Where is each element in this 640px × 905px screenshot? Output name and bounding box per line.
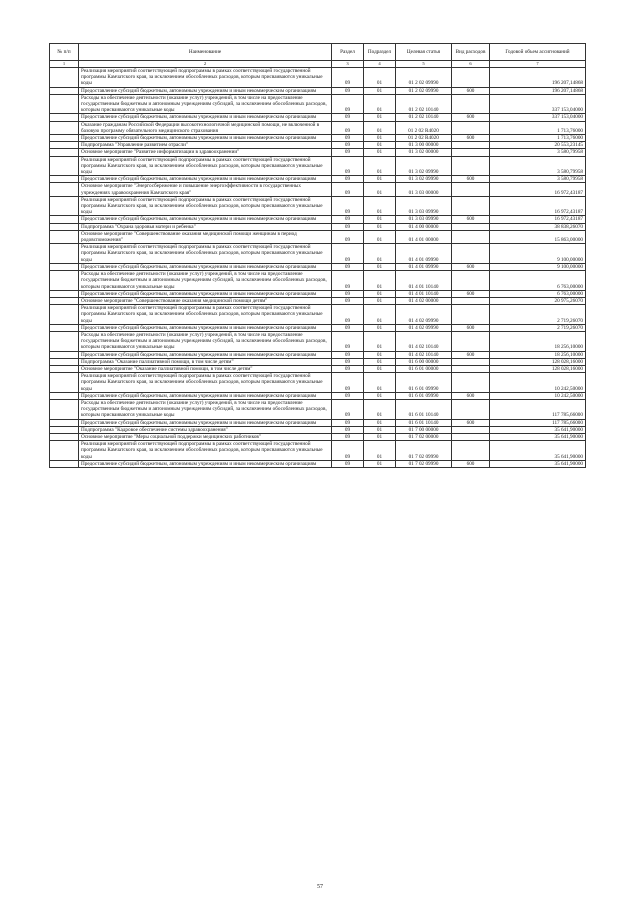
expense-type-cell bbox=[452, 271, 490, 291]
row-name-cell: Подпрограмма "Управление развитием отрасли" bbox=[79, 142, 332, 149]
row-number-cell bbox=[50, 399, 79, 419]
table-row bbox=[50, 230, 586, 243]
budget-table-sheet bbox=[49, 43, 585, 468]
row-name-cell: Реализация мероприятий соответствующей подпрограммы в рамках соответствующей государственной программы Камчатского края, за исключением обособленных расходов, которым присваиваются уникальные коды bbox=[79, 441, 332, 461]
column-number: 1 bbox=[50, 61, 79, 68]
section-cell: 09 bbox=[332, 271, 364, 291]
section-cell: 09 bbox=[332, 87, 364, 94]
section-cell: 09 bbox=[332, 263, 364, 270]
subsection-cell: 01 bbox=[364, 114, 396, 121]
amount-cell: 196 207,14868 bbox=[490, 87, 586, 94]
section-cell: 09 bbox=[332, 433, 364, 440]
expense-type-cell bbox=[452, 230, 490, 243]
expense-type-cell: 600 bbox=[452, 135, 490, 142]
subsection-cell: 01 bbox=[364, 399, 396, 419]
expense-type-cell bbox=[452, 196, 490, 216]
row-name-cell: Реализация мероприятий соответствующей подпрограммы в рамках соответствующей государственной программы Камчатского края, за исключением обособленных расходов, которым присваиваются уникальные коды bbox=[79, 68, 332, 88]
section-cell: 09 bbox=[332, 297, 364, 304]
section-cell: 09 bbox=[332, 196, 364, 216]
header-cell: Годовой объем ассигнований bbox=[490, 44, 586, 61]
section-cell: 09 bbox=[332, 419, 364, 426]
subsection-cell: 01 bbox=[364, 68, 396, 88]
section-cell: 09 bbox=[332, 373, 364, 393]
header-cell: Раздел bbox=[332, 44, 364, 61]
column-number: 6 bbox=[452, 61, 490, 68]
table-row bbox=[50, 365, 586, 372]
table-row bbox=[50, 433, 586, 440]
row-number-cell bbox=[50, 460, 79, 467]
table-row bbox=[50, 373, 586, 393]
row-number-cell bbox=[50, 230, 79, 243]
row-number-cell bbox=[50, 94, 79, 114]
section-cell: 09 bbox=[332, 183, 364, 196]
target-article-cell: 01 3 02 09990 bbox=[396, 176, 452, 183]
target-article-cell: 01 3 03 09990 bbox=[396, 196, 452, 216]
section-cell: 09 bbox=[332, 121, 364, 134]
table-row bbox=[50, 114, 586, 121]
row-name-cell: Предоставление субсидий бюджетным, автономным учреждениям и иным некоммерческим организациям bbox=[79, 87, 332, 94]
row-number-cell bbox=[50, 365, 79, 372]
amount-cell: 10 242,50000 bbox=[490, 392, 586, 399]
amount-cell: 16 972,43187 bbox=[490, 183, 586, 196]
target-article-cell: 01 4 02 09990 bbox=[396, 324, 452, 331]
section-cell: 09 bbox=[332, 244, 364, 264]
subsection-cell: 01 bbox=[364, 290, 396, 297]
subsection-cell: 01 bbox=[364, 216, 396, 223]
expense-type-cell bbox=[452, 433, 490, 440]
target-article-cell: 01 6 01 00000 bbox=[396, 365, 452, 372]
row-name-cell: Предоставление субсидий бюджетным, автономным учреждениям и иным некоммерческим организациям bbox=[79, 419, 332, 426]
target-article-cell: 01 4 02 10140 bbox=[396, 331, 452, 351]
subsection-cell: 01 bbox=[364, 149, 396, 156]
row-number-cell bbox=[50, 297, 79, 304]
subsection-cell: 01 bbox=[364, 297, 396, 304]
amount-cell: 16 972,43187 bbox=[490, 196, 586, 216]
section-cell: 09 bbox=[332, 365, 364, 372]
section-cell: 09 bbox=[332, 331, 364, 351]
subsection-cell: 01 bbox=[364, 121, 396, 134]
target-article-cell: 01 2 02 10140 bbox=[396, 114, 452, 121]
row-number-cell bbox=[50, 331, 79, 351]
expense-type-cell bbox=[452, 331, 490, 351]
amount-cell: 3 580,79958 bbox=[490, 149, 586, 156]
target-article-cell: 01 6 00 00000 bbox=[396, 358, 452, 365]
row-number-cell bbox=[50, 373, 79, 393]
expense-type-cell: 600 bbox=[452, 176, 490, 183]
table-row bbox=[50, 351, 586, 358]
row-number-cell bbox=[50, 68, 79, 88]
section-cell: 09 bbox=[332, 142, 364, 149]
row-number-cell bbox=[50, 290, 79, 297]
section-cell: 09 bbox=[332, 156, 364, 176]
target-article-cell: 01 2 02 R4020 bbox=[396, 135, 452, 142]
row-number-cell bbox=[50, 223, 79, 230]
expense-type-cell bbox=[452, 305, 490, 325]
column-number: 4 bbox=[364, 61, 396, 68]
section-cell: 09 bbox=[332, 392, 364, 399]
row-number-cell bbox=[50, 263, 79, 270]
column-number: 7 bbox=[490, 61, 586, 68]
expense-type-cell: 600 bbox=[452, 290, 490, 297]
row-name-cell: Расходы на обеспечение деятельности (оказание услуг) учреждений, в том числе на предоставление государственным бюджетным и автономным учреждениям субсидий, за исключением обособленных расходов, которым присваиваются уникальные коды bbox=[79, 94, 332, 114]
expense-type-cell bbox=[452, 149, 490, 156]
table-row bbox=[50, 290, 586, 297]
table-row bbox=[50, 460, 586, 467]
row-name-cell: Основное мероприятие "Энергосбережение и повышение энергоэффективности в государственных учреждениях здравоохранения Камчатского края" bbox=[79, 183, 332, 196]
subsection-cell: 01 bbox=[364, 419, 396, 426]
row-number-cell bbox=[50, 183, 79, 196]
subsection-cell: 01 bbox=[364, 156, 396, 176]
amount-cell: 38 838,26070 bbox=[490, 223, 586, 230]
amount-cell: 117 785,66000 bbox=[490, 399, 586, 419]
row-name-cell: Основное мероприятие "Совершенствование оказания медицинской помощи детям" bbox=[79, 297, 332, 304]
amount-cell: 6 763,00000 bbox=[490, 290, 586, 297]
amount-cell: 35 641,90000 bbox=[490, 441, 586, 461]
row-name-cell: Предоставление субсидий бюджетным, автономным учреждениям и иным некоммерческим организациям bbox=[79, 114, 332, 121]
table-row bbox=[50, 263, 586, 270]
row-number-cell bbox=[50, 351, 79, 358]
row-number-cell bbox=[50, 196, 79, 216]
amount-cell: 2 719,26070 bbox=[490, 324, 586, 331]
target-article-cell: 01 4 01 10140 bbox=[396, 290, 452, 297]
amount-cell: 128 028,16000 bbox=[490, 358, 586, 365]
section-cell: 09 bbox=[332, 94, 364, 114]
subsection-cell: 01 bbox=[364, 426, 396, 433]
header-cell: № п/п bbox=[50, 44, 79, 61]
amount-cell: 35 641,90000 bbox=[490, 460, 586, 467]
target-article-cell: 01 6 01 09990 bbox=[396, 392, 452, 399]
target-article-cell: 01 7 00 00000 bbox=[396, 426, 452, 433]
expense-type-cell bbox=[452, 244, 490, 264]
amount-cell: 6 763,00000 bbox=[490, 271, 586, 291]
target-article-cell: 01 3 03 09990 bbox=[396, 216, 452, 223]
section-cell: 09 bbox=[332, 230, 364, 243]
target-article-cell: 01 3 02 00000 bbox=[396, 149, 452, 156]
row-name-cell: Реализация мероприятий соответствующей подпрограммы в рамках соответствующей государственной программы Камчатского края, за исключением обособленных расходов, которым присваиваются уникальные коды bbox=[79, 305, 332, 325]
row-number-cell bbox=[50, 392, 79, 399]
row-number-cell bbox=[50, 142, 79, 149]
target-article-cell: 01 6 01 10140 bbox=[396, 399, 452, 419]
expense-type-cell: 600 bbox=[452, 87, 490, 94]
table-row bbox=[50, 324, 586, 331]
subsection-cell: 01 bbox=[364, 87, 396, 94]
subsection-cell: 01 bbox=[364, 331, 396, 351]
target-article-cell: 01 2 02 10140 bbox=[396, 94, 452, 114]
subsection-cell: 01 bbox=[364, 271, 396, 291]
row-number-cell bbox=[50, 244, 79, 264]
row-number-cell bbox=[50, 426, 79, 433]
target-article-cell: 01 7 02 00000 bbox=[396, 433, 452, 440]
row-number-cell bbox=[50, 441, 79, 461]
section-cell: 09 bbox=[332, 149, 364, 156]
row-number-cell bbox=[50, 271, 79, 291]
table-row bbox=[50, 94, 586, 114]
table-row bbox=[50, 149, 586, 156]
section-cell: 09 bbox=[332, 441, 364, 461]
subsection-cell: 01 bbox=[364, 351, 396, 358]
table-row bbox=[50, 216, 586, 223]
column-number-row bbox=[50, 61, 586, 68]
target-article-cell: 01 7 02 09990 bbox=[396, 460, 452, 467]
row-name-cell: Расходы на обеспечение деятельности (оказание услуг) учреждений, в том числе на предоставление государственным бюджетным и автономным учреждениям субсидий, за исключением обособленных расходов, которым присваиваются уникальные коды bbox=[79, 399, 332, 419]
subsection-cell: 01 bbox=[364, 244, 396, 264]
header-cell: Вид расходов bbox=[452, 44, 490, 61]
column-number: 5 bbox=[396, 61, 452, 68]
subsection-cell: 01 bbox=[364, 263, 396, 270]
row-number-cell bbox=[50, 121, 79, 134]
row-number-cell bbox=[50, 87, 79, 94]
subsection-cell: 01 bbox=[364, 223, 396, 230]
expense-type-cell bbox=[452, 156, 490, 176]
row-name-cell: Подпрограмма "Кадровое обеспечение системы здравоохранения" bbox=[79, 426, 332, 433]
row-name-cell: Основное мероприятие "Меры социальной поддержки медицинских работников" bbox=[79, 433, 332, 440]
subsection-cell: 01 bbox=[364, 460, 396, 467]
row-name-cell: Предоставление субсидий бюджетным, автономным учреждениям и иным некоммерческим организациям bbox=[79, 324, 332, 331]
target-article-cell: 01 3 03 00000 bbox=[396, 183, 452, 196]
target-article-cell: 01 2 02 09990 bbox=[396, 87, 452, 94]
expense-type-cell: 600 bbox=[452, 351, 490, 358]
table-row bbox=[50, 426, 586, 433]
row-number-cell bbox=[50, 156, 79, 176]
row-name-cell: Предоставление субсидий бюджетным, автономным учреждениям и иным некоммерческим организациям bbox=[79, 216, 332, 223]
row-number-cell bbox=[50, 305, 79, 325]
row-number-cell bbox=[50, 176, 79, 183]
section-cell: 09 bbox=[332, 223, 364, 230]
table-row bbox=[50, 244, 586, 264]
table-body bbox=[50, 68, 586, 468]
target-article-cell: 01 7 02 09990 bbox=[396, 441, 452, 461]
section-cell: 09 bbox=[332, 176, 364, 183]
amount-cell: 3 580,79958 bbox=[490, 156, 586, 176]
subsection-cell: 01 bbox=[364, 142, 396, 149]
target-article-cell: 01 4 01 00000 bbox=[396, 230, 452, 243]
expense-type-cell bbox=[452, 441, 490, 461]
amount-cell: 15 863,00000 bbox=[490, 230, 586, 243]
expense-type-cell bbox=[452, 68, 490, 88]
table-row bbox=[50, 156, 586, 176]
header-cell: Целевая статья bbox=[396, 44, 452, 61]
amount-cell: 117 785,66000 bbox=[490, 419, 586, 426]
row-name-cell: Расходы на обеспечение деятельности (оказание услуг) учреждений, в том числе на предоставление государственным бюджетным и автономным учреждениям субсидий, за исключением обособленных расходов, которым присваиваются уникальные коды bbox=[79, 331, 332, 351]
subsection-cell: 01 bbox=[364, 183, 396, 196]
target-article-cell: 01 2 02 09990 bbox=[396, 68, 452, 88]
amount-cell: 16 972,43187 bbox=[490, 216, 586, 223]
page-number: 57 bbox=[317, 884, 323, 890]
expense-type-cell bbox=[452, 183, 490, 196]
amount-cell: 35 641,90000 bbox=[490, 433, 586, 440]
amount-cell: 18 256,10000 bbox=[490, 331, 586, 351]
expense-type-cell: 600 bbox=[452, 419, 490, 426]
amount-cell: 337 153,04000 bbox=[490, 114, 586, 121]
row-number-cell bbox=[50, 149, 79, 156]
subsection-cell: 01 bbox=[364, 392, 396, 399]
section-cell: 09 bbox=[332, 68, 364, 88]
amount-cell: 196 207,14868 bbox=[490, 68, 586, 88]
amount-cell: 1 713,76000 bbox=[490, 121, 586, 134]
subsection-cell: 01 bbox=[364, 305, 396, 325]
amount-cell: 35 641,90000 bbox=[490, 426, 586, 433]
amount-cell: 1 713,76000 bbox=[490, 135, 586, 142]
target-article-cell: 01 4 01 10140 bbox=[396, 271, 452, 291]
subsection-cell: 01 bbox=[364, 230, 396, 243]
row-name-cell: Основное мероприятие "Совершенствование оказания медицинской помощи женщинам в период родовспоможения" bbox=[79, 230, 332, 243]
subsection-cell: 01 bbox=[364, 135, 396, 142]
section-cell: 09 bbox=[332, 358, 364, 365]
section-cell: 09 bbox=[332, 426, 364, 433]
table-row bbox=[50, 271, 586, 291]
subsection-cell: 01 bbox=[364, 196, 396, 216]
expense-type-cell: 600 bbox=[452, 263, 490, 270]
row-name-cell: Основное мероприятие "Развитие информатизации в здравоохранении" bbox=[79, 149, 332, 156]
row-name-cell: Расходы на обеспечение деятельности (оказание услуг) учреждений, в том числе на предоставление государственным бюджетным и автономным учреждениям субсидий, за исключением обособленных расходов, которым присваиваются уникальные коды bbox=[79, 271, 332, 291]
target-article-cell: 01 3 02 09990 bbox=[396, 156, 452, 176]
row-number-cell bbox=[50, 216, 79, 223]
target-article-cell: 01 6 01 10140 bbox=[396, 419, 452, 426]
table-row bbox=[50, 392, 586, 399]
amount-cell: 9 100,00000 bbox=[490, 263, 586, 270]
column-number: 2 bbox=[79, 61, 332, 68]
expense-type-cell: 600 bbox=[452, 324, 490, 331]
target-article-cell: 01 4 02 09990 bbox=[396, 305, 452, 325]
table-row bbox=[50, 441, 586, 461]
row-name-cell: Реализация мероприятий соответствующей подпрограммы в рамках соответствующей государственной программы Камчатского края, за исключением обособленных расходов, которым присваиваются уникальные коды bbox=[79, 156, 332, 176]
section-cell: 09 bbox=[332, 114, 364, 121]
row-name-cell: Предоставление субсидий бюджетным, автономным учреждениям и иным некоммерческим организациям bbox=[79, 351, 332, 358]
section-cell: 09 bbox=[332, 216, 364, 223]
header-cell: Наименование bbox=[79, 44, 332, 61]
row-number-cell bbox=[50, 114, 79, 121]
header-cell: Подраздел bbox=[364, 44, 396, 61]
expense-type-cell: 600 bbox=[452, 460, 490, 467]
subsection-cell: 01 bbox=[364, 324, 396, 331]
amount-cell: 128 028,16000 bbox=[490, 365, 586, 372]
expense-type-cell: 600 bbox=[452, 392, 490, 399]
amount-cell: 3 580,79958 bbox=[490, 176, 586, 183]
row-number-cell bbox=[50, 358, 79, 365]
table-row bbox=[50, 399, 586, 419]
target-article-cell: 01 3 00 00000 bbox=[396, 142, 452, 149]
table-row bbox=[50, 358, 586, 365]
target-article-cell: 01 4 01 09990 bbox=[396, 244, 452, 264]
expense-type-cell bbox=[452, 297, 490, 304]
amount-cell: 337 153,04000 bbox=[490, 94, 586, 114]
row-name-cell: Подпрограмма "Оказание паллиативной помощи, в том числе детям" bbox=[79, 358, 332, 365]
table-row bbox=[50, 68, 586, 88]
expense-type-cell bbox=[452, 373, 490, 393]
expense-type-cell: 600 bbox=[452, 114, 490, 121]
target-article-cell: 01 6 01 09990 bbox=[396, 373, 452, 393]
subsection-cell: 01 bbox=[364, 176, 396, 183]
expense-type-cell bbox=[452, 121, 490, 134]
row-name-cell: Предоставление субсидий бюджетным, автономным учреждениям и иным некоммерческим организациям bbox=[79, 176, 332, 183]
target-article-cell: 01 4 00 00000 bbox=[396, 223, 452, 230]
row-name-cell: Реализация мероприятий соответствующей подпрограммы в рамках соответствующей государственной программы Камчатского края, за исключением обособленных расходов, которым присваиваются уникальные коды bbox=[79, 196, 332, 216]
amount-cell: 2 719,26070 bbox=[490, 305, 586, 325]
table-row bbox=[50, 305, 586, 325]
amount-cell: 18 256,10000 bbox=[490, 351, 586, 358]
row-number-cell bbox=[50, 135, 79, 142]
row-name-cell: Предоставление субсидий бюджетным, автономным учреждениям и иным некоммерческим организациям bbox=[79, 290, 332, 297]
expense-type-cell bbox=[452, 426, 490, 433]
table-row bbox=[50, 419, 586, 426]
section-cell: 09 bbox=[332, 351, 364, 358]
table-row bbox=[50, 142, 586, 149]
subsection-cell: 01 bbox=[364, 358, 396, 365]
column-number: 3 bbox=[332, 61, 364, 68]
target-article-cell: 01 2 02 R4020 bbox=[396, 121, 452, 134]
row-name-cell: Предоставление субсидий бюджетным, автономным учреждениям и иным некоммерческим организациям bbox=[79, 135, 332, 142]
row-name-cell: Предоставление субсидий бюджетным, автономным учреждениям и иным некоммерческим организациям bbox=[79, 392, 332, 399]
table-row bbox=[50, 331, 586, 351]
section-cell: 09 bbox=[332, 399, 364, 419]
section-cell: 09 bbox=[332, 135, 364, 142]
row-number-cell bbox=[50, 324, 79, 331]
subsection-cell: 01 bbox=[364, 433, 396, 440]
subsection-cell: 01 bbox=[364, 94, 396, 114]
expense-type-cell bbox=[452, 399, 490, 419]
subsection-cell: 01 bbox=[364, 441, 396, 461]
expense-type-cell bbox=[452, 358, 490, 365]
target-article-cell: 01 4 02 10140 bbox=[396, 351, 452, 358]
section-cell: 09 bbox=[332, 305, 364, 325]
expense-type-cell bbox=[452, 142, 490, 149]
subsection-cell: 01 bbox=[364, 365, 396, 372]
expense-type-cell bbox=[452, 223, 490, 230]
expense-type-cell bbox=[452, 94, 490, 114]
header-row bbox=[50, 44, 586, 61]
budget-table bbox=[49, 43, 586, 468]
row-name-cell: Подпрограмма "Охрана здоровья матери и ребенка" bbox=[79, 223, 332, 230]
row-number-cell bbox=[50, 419, 79, 426]
table-row bbox=[50, 196, 586, 216]
expense-type-cell: 600 bbox=[452, 216, 490, 223]
row-name-cell: Реализация мероприятий соответствующей подпрограммы в рамках соответствующей государственной программы Камчатского края, за исключением обособленных расходов, которым присваиваются уникальные коды bbox=[79, 244, 332, 264]
row-name-cell: Основное мероприятие "Оказание паллиативной помощи, в том числе детям" bbox=[79, 365, 332, 372]
table-row bbox=[50, 183, 586, 196]
target-article-cell: 01 4 01 09990 bbox=[396, 263, 452, 270]
row-name-cell: Реализация мероприятий соответствующей подпрограммы в рамках соответствующей государственной программы Камчатского края, за исключением обособленных расходов, которым присваиваются уникальные коды bbox=[79, 373, 332, 393]
table-row bbox=[50, 176, 586, 183]
amount-cell: 10 242,50000 bbox=[490, 373, 586, 393]
row-name-cell: Оказание гражданам Российской Федерации высокотехнологичной медицинской помощи, не включенной в базовую программу обязательного медицинского страхования bbox=[79, 121, 332, 134]
table-row bbox=[50, 87, 586, 94]
section-cell: 09 bbox=[332, 460, 364, 467]
amount-cell: 9 100,00000 bbox=[490, 244, 586, 264]
section-cell: 09 bbox=[332, 290, 364, 297]
target-article-cell: 01 4 02 00000 bbox=[396, 297, 452, 304]
table-row bbox=[50, 135, 586, 142]
table-row bbox=[50, 297, 586, 304]
row-name-cell: Предоставление субсидий бюджетным, автономным учреждениям и иным некоммерческим организациям bbox=[79, 460, 332, 467]
amount-cell: 20 975,26070 bbox=[490, 297, 586, 304]
table-row bbox=[50, 223, 586, 230]
amount-cell: 20 553,23145 bbox=[490, 142, 586, 149]
expense-type-cell bbox=[452, 365, 490, 372]
row-number-cell bbox=[50, 433, 79, 440]
table-row bbox=[50, 121, 586, 134]
subsection-cell: 01 bbox=[364, 373, 396, 393]
row-name-cell: Предоставление субсидий бюджетным, автономным учреждениям и иным некоммерческим организациям bbox=[79, 263, 332, 270]
section-cell: 09 bbox=[332, 324, 364, 331]
